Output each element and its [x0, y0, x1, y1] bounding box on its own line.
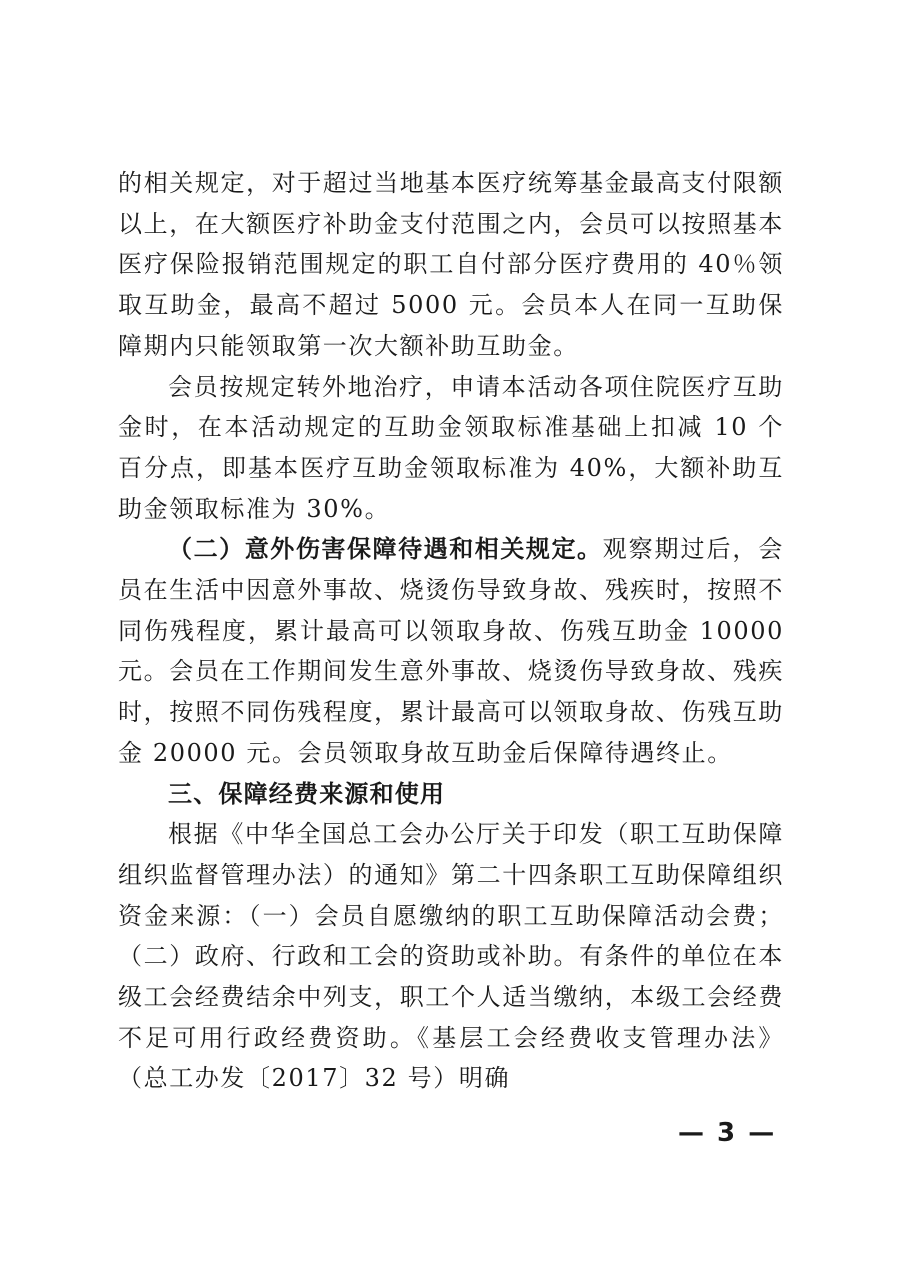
paragraph-accident-protection — [118, 529, 784, 773]
document-body — [118, 163, 784, 1099]
section-title: 三、保障经费来源和使用 — [168, 779, 446, 808]
paragraph-transfer-treatment: 会员按规定转外地治疗，申请本活动各项住院医疗互助金时，在本活动规定的互助金领取标准基础上扣减 10 个百分点，即基本医疗互助金领取标准为 40%，大额补助互助金领取标准为 30%。 — [118, 372, 784, 523]
subsection-heading: （二）意外伤害保障待遇和相关规定。 — [168, 535, 603, 564]
paragraph-funding-source: 根据《中华全国总工会办公厅关于印发（职工互助保障组织监督管理办法）的通知》第二十四条职工互助保障组织资金来源：（一）会员自愿缴纳的职工互助保障活动会费；（二）政府、行政和工会的资助或补助。有条件的单位在本级工会经费结余中列支，职工个人适当缴纳，本级工会经费不足可用行政经费资助。《基层工会经费收支管理办法》（总工办发〔2017〕32 号）明确 — [118, 820, 784, 1093]
page-number: — 3 — — [678, 1118, 777, 1148]
paragraph-continuation: 的相关规定，对于超过当地基本医疗统筹基金最高支付限额以上，在大额医疗补助金支付范围之内，会员可以按照基本医疗保险报销范围规定的职工自付部分医疗费用的 40％领取互助金，最高不超过 5000 元。会员本人在同一互助保障期内只能领取第一次大额补助互助金。 — [118, 169, 784, 360]
paragraph-accident-body: 观察期过后，会员在生活中因意外事故、烧烫伤导致身故、残疾时，按照不同伤残程度，累计最高可以领取身故、伤残互助金 10000 元。会员在工作期间发生意外事故、烧烫伤导致身故、残疾时，按照不同伤残程度，累计最高可以领取身故、伤残互助金 20000 元。会员领取身故互助金后保障待遇终止。 — [118, 535, 784, 767]
